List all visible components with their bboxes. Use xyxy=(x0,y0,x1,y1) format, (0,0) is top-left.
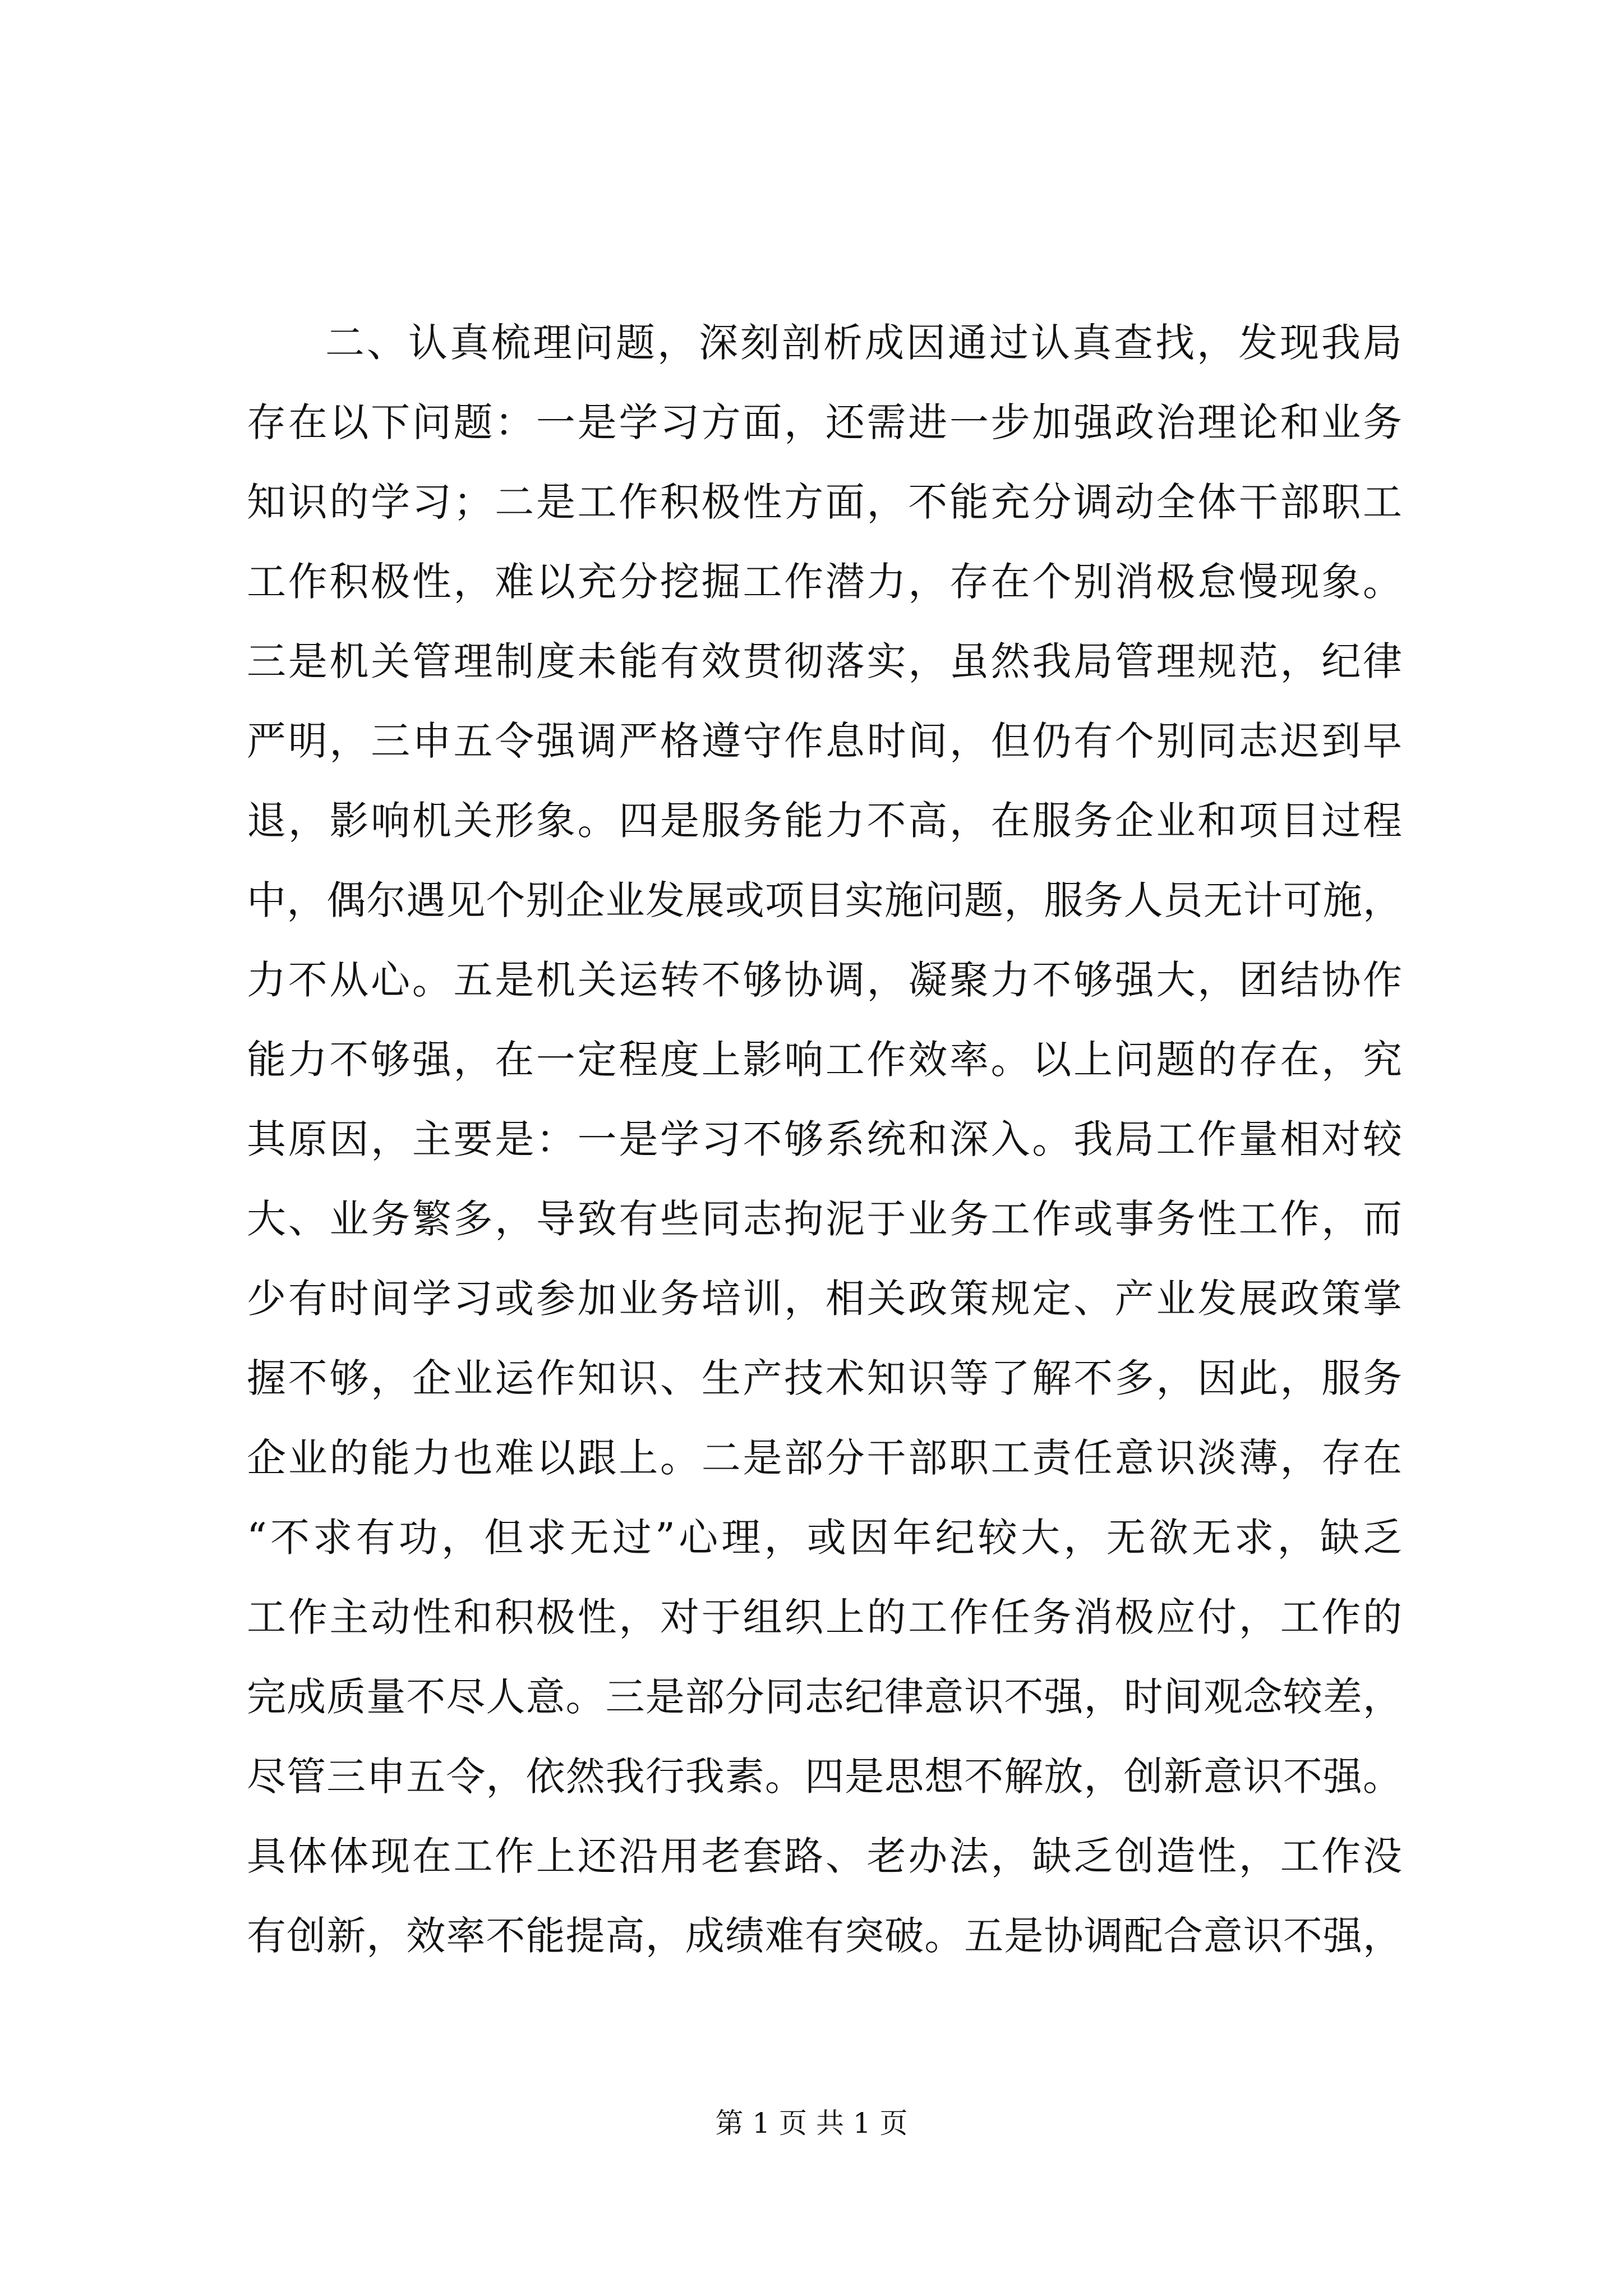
page-footer: 第 1 页 共 1 页 xyxy=(715,2107,908,2139)
text-line: 少有时间学习或参加业务培训，相关政策规定、产业发展政策掌 xyxy=(247,1276,1402,1322)
text-line: 工作主动性和积极性，对于组织上的工作任务消极应付，工作的 xyxy=(247,1594,1402,1640)
text-line: 力不从心。五是机关运转不够协调，凝聚力不够强大，团结协作 xyxy=(247,957,1402,1003)
text-line: 退，影响机关形象。四是服务能力不高，在服务企业和项目过程 xyxy=(247,798,1402,844)
text-line: 具体体现在工作上还沿用老套路、老办法，缺乏创造性，工作没 xyxy=(247,1833,1402,1879)
text-line: 能力不够强，在一定程度上影响工作效率。以上问题的存在，究 xyxy=(247,1037,1402,1083)
text-line: 中，偶尔遇见个别企业发展或项目实施问题，服务人员无计可施， xyxy=(247,877,1402,923)
text-line: 尽管三申五令，依然我行我素。四是思想不解放，创新意识不强。 xyxy=(247,1754,1402,1800)
body-text xyxy=(247,303,1402,1976)
text-line: 握不够，企业运作知识、生产技术知识等了解不多，因此，服务 xyxy=(247,1355,1402,1401)
text-line: 知识的学习；二是工作积极性方面，不能充分调动全体干部职工 xyxy=(247,479,1402,525)
text-line: 企业的能力也难以跟上。二是部分干部职工责任意识淡薄，存在 xyxy=(247,1435,1402,1481)
text-line: 存在以下问题：一是学习方面，还需进一步加强政治理论和业务 xyxy=(247,399,1402,445)
text-line: 三是机关管理制度未能有效贯彻落实，虽然我局管理规范，纪律 xyxy=(247,638,1402,684)
text-line: 二、认真梳理问题，深刻剖析成因通过认真查找，发现我局 xyxy=(325,320,1402,366)
text-line: 完成质量不尽人意。三是部分同志纪律意识不强，时间观念较差， xyxy=(247,1674,1402,1720)
text-line: 严明，三申五令强调严格遵守作息时间，但仍有个别同志迟到早 xyxy=(247,718,1402,764)
text-line: 工作积极性，难以充分挖掘工作潜力，存在个别消极怠慢现象。 xyxy=(247,559,1402,605)
text-line: 有创新，效率不能提高，成绩难有突破。五是协调配合意识不强， xyxy=(247,1913,1402,1959)
text-line: 其原因，主要是：一是学习不够系统和深入。我局工作量相对较 xyxy=(247,1116,1402,1162)
text-line: 大、业务繁多，导致有些同志拘泥于业务工作或事务性工作，而 xyxy=(247,1196,1402,1242)
text-line: “不求有功，但求无过”心理，或因年纪较大，无欲无求，缺乏 xyxy=(247,1515,1402,1561)
